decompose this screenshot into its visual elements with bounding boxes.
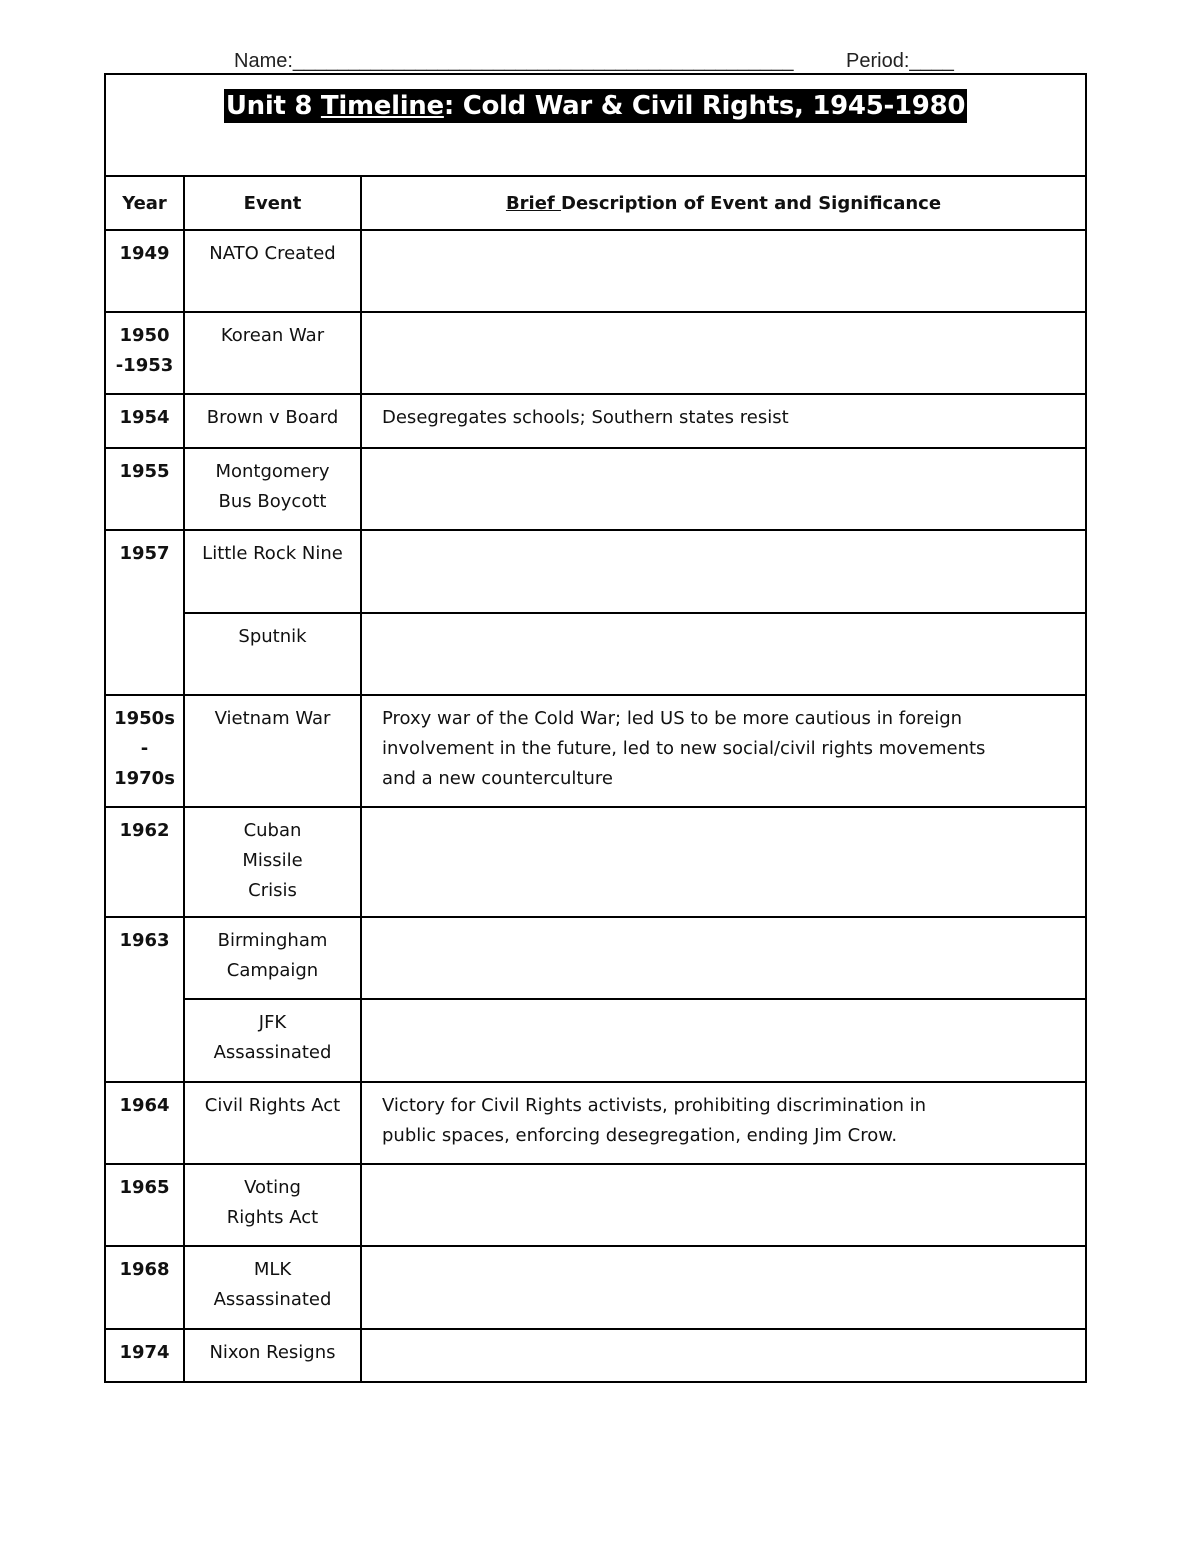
event-cell: Little Rock Nine <box>184 530 361 613</box>
table-row <box>105 530 1086 613</box>
year-cell: 1963 <box>105 917 184 1082</box>
title-cell <box>105 74 1086 176</box>
table-row <box>105 230 1086 312</box>
event-cell: Brown v Board <box>184 394 361 448</box>
title-row <box>105 74 1086 176</box>
table-row <box>105 1082 1086 1164</box>
description-cell[interactable] <box>361 312 1086 394</box>
event-cell: Korean War <box>184 312 361 394</box>
year-cell: 1968 <box>105 1246 184 1329</box>
timeline-table <box>104 73 1087 1383</box>
period-field-label[interactable]: Period:____ <box>846 50 954 72</box>
year-cell: 1949 <box>105 230 184 312</box>
year-cell: 1957 <box>105 530 184 695</box>
description-cell[interactable] <box>361 917 1086 999</box>
table-row <box>105 1246 1086 1329</box>
table-row <box>105 695 1086 807</box>
table-row <box>105 1164 1086 1246</box>
year-cell: 1964 <box>105 1082 184 1164</box>
event-cell: Civil Rights Act <box>184 1082 361 1164</box>
description-cell[interactable] <box>361 1164 1086 1246</box>
description-cell[interactable]: Victory for Civil Rights activists, prohibiting discrimination in public spaces, enforcing desegregation, ending Jim Crow. <box>361 1082 1086 1164</box>
event-cell: NATO Created <box>184 230 361 312</box>
event-cell: MLK Assassinated <box>184 1246 361 1329</box>
description-cell[interactable]: Desegregates schools; Southern states resist <box>361 394 1086 448</box>
event-cell: Cuban Missile Crisis <box>184 807 361 917</box>
event-cell: Voting Rights Act <box>184 1164 361 1246</box>
event-column-header: Event <box>184 176 361 230</box>
column-header-row <box>105 176 1086 230</box>
year-column-header: Year <box>105 176 184 230</box>
page-title: Unit 8 Timeline: Cold War & Civil Rights, 1945-1980 <box>225 91 966 121</box>
year-cell: 1965 <box>105 1164 184 1246</box>
description-cell[interactable] <box>361 530 1086 613</box>
event-cell: Vietnam War <box>184 695 361 807</box>
description-column-header: Brief Description of Event and Significance <box>361 176 1086 230</box>
event-cell: Birmingham Campaign <box>184 917 361 999</box>
event-cell: Sputnik <box>184 613 361 695</box>
table-row <box>105 807 1086 917</box>
table-row <box>105 613 1086 695</box>
description-cell[interactable] <box>361 1329 1086 1382</box>
table-row <box>105 312 1086 394</box>
year-cell: 1950 -1953 <box>105 312 184 394</box>
event-cell: Nixon Resigns <box>184 1329 361 1382</box>
year-cell: 1974 <box>105 1329 184 1382</box>
year-cell: 1962 <box>105 807 184 917</box>
year-cell: 1954 <box>105 394 184 448</box>
table-row <box>105 999 1086 1082</box>
table-row <box>105 1329 1086 1382</box>
description-cell[interactable] <box>361 613 1086 695</box>
year-cell: 1950s - 1970s <box>105 695 184 807</box>
description-cell[interactable] <box>361 807 1086 917</box>
description-cell[interactable] <box>361 448 1086 530</box>
event-cell: JFK Assassinated <box>184 999 361 1082</box>
event-cell: Montgomery Bus Boycott <box>184 448 361 530</box>
table-row <box>105 917 1086 999</box>
name-field-label[interactable]: Name:_____________________________________________ <box>234 50 794 72</box>
year-cell: 1955 <box>105 448 184 530</box>
description-cell[interactable]: Proxy war of the Cold War; led US to be more cautious in foreign involvement in the future, led to new social/civil rights movements and a new counterculture <box>361 695 1086 807</box>
table-row <box>105 394 1086 448</box>
description-cell[interactable] <box>361 1246 1086 1329</box>
description-cell[interactable] <box>361 999 1086 1082</box>
table-row <box>105 448 1086 530</box>
description-cell[interactable] <box>361 230 1086 312</box>
